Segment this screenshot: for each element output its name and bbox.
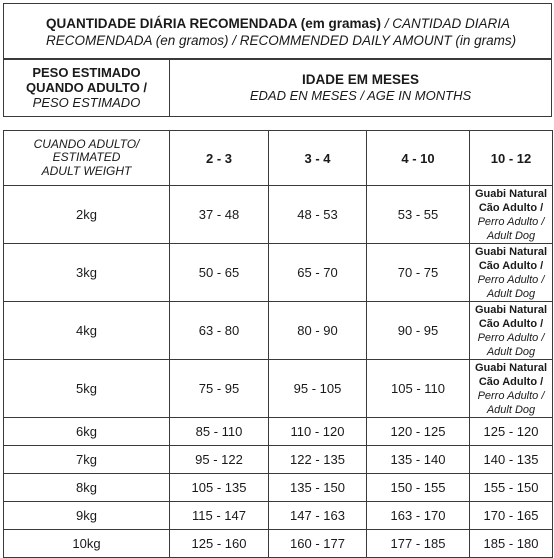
guabi-note-line1: Guabi Natural: [474, 361, 548, 374]
age-column-header: 2 - 3: [170, 131, 269, 186]
amount-cell: 163 - 170: [367, 502, 470, 530]
weight-header-pt-1: PESO ESTIMADO: [32, 65, 141, 80]
amount-cell: 147 - 163: [269, 502, 367, 530]
amount-cell: 70 - 75: [367, 244, 470, 302]
amount-cell: 48 - 53: [269, 186, 367, 244]
amount-cell: 135 - 140: [367, 446, 470, 474]
guabi-note-line2: Cão Adulto /: [478, 375, 544, 388]
weight-header-es: PESO ESTIMADO: [32, 95, 141, 110]
age-header-translations: EDAD EN MESES / AGE IN MONTHS: [249, 88, 472, 103]
guabi-note-cell: [470, 186, 553, 244]
amount-cell: 80 - 90: [269, 302, 367, 360]
weight-cell: 6kg: [4, 418, 170, 446]
age-header-pt: IDADE EM MESES: [301, 72, 420, 87]
table-row: [4, 502, 553, 530]
table-row: [4, 302, 553, 360]
weight-cell: 8kg: [4, 474, 170, 502]
amount-cell: 75 - 95: [170, 360, 269, 418]
guabi-note-cell: [470, 360, 553, 418]
table-row: [4, 244, 553, 302]
age-column-header: 4 - 10: [367, 131, 470, 186]
amount-cell: 155 - 150: [470, 474, 553, 502]
amount-cell: 125 - 160: [170, 530, 269, 558]
amount-cell: 95 - 105: [269, 360, 367, 418]
guabi-note-line3: Perro Adulto /: [477, 331, 545, 344]
guabi-note-line2: Cão Adulto /: [478, 317, 544, 330]
table-row: [4, 186, 553, 244]
title-bold: QUANTIDADE DIÁRIA RECOMENDADA (em gramas): [46, 16, 382, 31]
guabi-note-line1: Guabi Natural: [474, 303, 548, 316]
weight-label-2: ESTIMATED: [52, 150, 121, 165]
amount-cell: 135 - 150: [269, 474, 367, 502]
title-italic: / CANTIDAD DIARIA: [381, 16, 511, 31]
amount-cell: 105 - 135: [170, 474, 269, 502]
amount-cell: 95 - 122: [170, 446, 269, 474]
amount-cell: 177 - 185: [367, 530, 470, 558]
amount-cell: 122 - 135: [269, 446, 367, 474]
weight-cell: 7kg: [4, 446, 170, 474]
amount-cell: 53 - 55: [367, 186, 470, 244]
weight-cell: 9kg: [4, 502, 170, 530]
amount-cell: 50 - 65: [170, 244, 269, 302]
guabi-note-cell: [470, 244, 553, 302]
weight-header-continued: [4, 131, 170, 186]
amount-cell: 115 - 147: [170, 502, 269, 530]
weight-cell: 2kg: [4, 186, 170, 244]
weight-cell: 5kg: [4, 360, 170, 418]
guabi-note-cell: [470, 302, 553, 360]
guabi-note-line4: Adult Dog: [486, 229, 536, 242]
amount-cell: 85 - 110: [170, 418, 269, 446]
table-row: [4, 474, 553, 502]
guabi-note-line3: Perro Adulto /: [477, 215, 545, 228]
table-row: [4, 360, 553, 418]
amount-cell: 105 - 110: [367, 360, 470, 418]
weight-header: [3, 59, 170, 117]
amount-cell: 170 - 165: [470, 502, 553, 530]
age-column-header: 3 - 4: [269, 131, 367, 186]
weight-label-1: CUANDO ADULTO/: [33, 136, 140, 151]
amount-cell: 150 - 155: [367, 474, 470, 502]
weight-label-3: ADULT WEIGHT: [41, 163, 132, 178]
weight-header-pt-2: QUANDO ADULTO /: [25, 80, 148, 95]
amount-cell: 90 - 95: [367, 302, 470, 360]
amount-cell: 160 - 177: [269, 530, 367, 558]
age-column-header: 10 - 12: [470, 131, 553, 186]
guabi-note-line3: Perro Adulto /: [477, 389, 545, 402]
guabi-note-line2: Cão Adulto /: [478, 201, 544, 214]
amount-cell: 110 - 120: [269, 418, 367, 446]
title-italic-line-2: RECOMENDADA (en gramos) / RECOMMENDED DAILY AMOUNT (in grams): [46, 33, 517, 48]
amount-cell: 37 - 48: [170, 186, 269, 244]
guabi-note-line2: Cão Adulto /: [478, 259, 544, 272]
title-line-1: [46, 15, 551, 32]
table-row: [4, 446, 553, 474]
weight-cell: 4kg: [4, 302, 170, 360]
guabi-note-line4: Adult Dog: [486, 345, 536, 358]
table-title: [3, 3, 552, 59]
guabi-note-line4: Adult Dog: [486, 403, 536, 416]
weight-cell: 10kg: [4, 530, 170, 558]
amount-cell: 125 - 120: [470, 418, 553, 446]
guabi-note-line1: Guabi Natural: [474, 187, 548, 200]
feeding-table: [3, 130, 553, 558]
guabi-note-line3: Perro Adulto /: [477, 273, 545, 286]
amount-cell: 63 - 80: [170, 302, 269, 360]
table-row: [4, 530, 553, 558]
age-header: [169, 59, 552, 117]
weight-cell: 3kg: [4, 244, 170, 302]
guabi-note-line1: Guabi Natural: [474, 245, 548, 258]
column-header-row: [4, 131, 553, 186]
amount-cell: 120 - 125: [367, 418, 470, 446]
title-line-2: [46, 32, 551, 49]
amount-cell: 65 - 70: [269, 244, 367, 302]
table-row: [4, 418, 553, 446]
amount-cell: 140 - 135: [470, 446, 553, 474]
amount-cell: 185 - 180: [470, 530, 553, 558]
guabi-note-line4: Adult Dog: [486, 287, 536, 300]
